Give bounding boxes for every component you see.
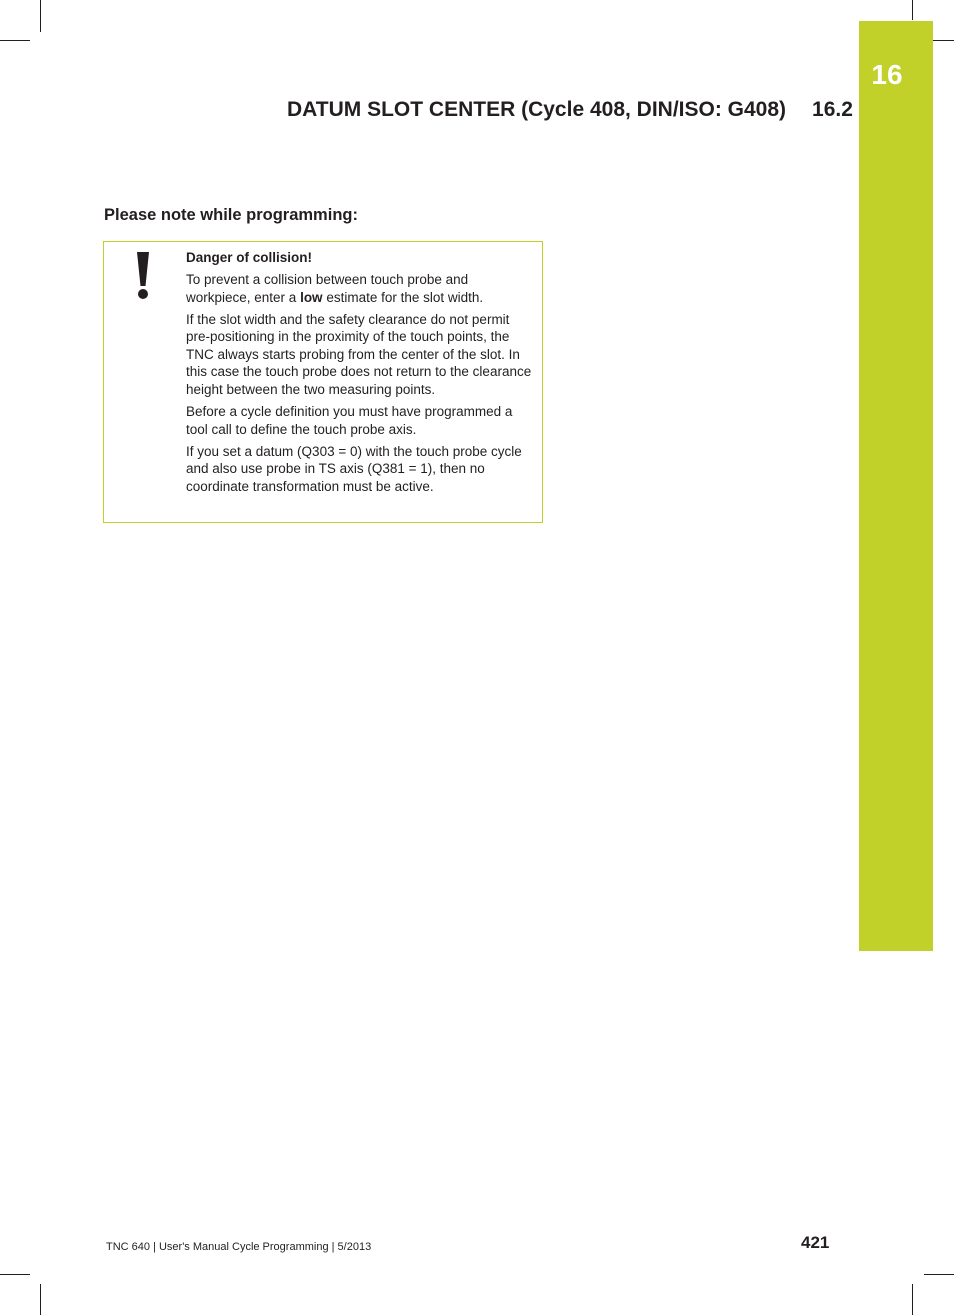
header-title: DATUM SLOT CENTER (Cycle 408, DIN/ISO: G408) (287, 98, 787, 121)
crop-mark (0, 1274, 30, 1275)
crop-mark (0, 40, 30, 41)
footer-text: TNC 640 | User's Manual Cycle Programming | 5/2013 (106, 1241, 372, 1253)
note-paragraph (186, 271, 536, 306)
crop-mark (912, 1284, 913, 1315)
crop-mark (924, 1274, 954, 1275)
note-paragraph: Before a cycle definition you must have programmed a tool call to define the touch probe axis. (186, 403, 513, 437)
note-paragraph: If you set a datum (Q303 = 0) with the touch probe cycle and also use probe in TS axis (Q381 = 1), then no coordinate transformation must be active. (186, 443, 522, 494)
note-text: estimate for the slot width. (322, 289, 484, 305)
note-title: Danger of collision! (186, 250, 313, 265)
exclamation-icon (135, 252, 151, 300)
warning-note-text (186, 249, 536, 500)
chapter-tab (859, 21, 933, 951)
section-subheading: Please note while programming: (104, 206, 358, 224)
note-text: To prevent a collision between touch probe and workpiece, enter a (186, 271, 469, 305)
crop-mark (40, 0, 41, 32)
page-number: 421 (801, 1233, 830, 1252)
note-paragraph: If the slot width and the safety clearance do not permit pre-positioning in the proximity of the touch points, the TNC always starts probing from the center of the slot. In this case the touch probe does not return to the clearance height between the two measuring points. (186, 311, 532, 397)
page-header (287, 98, 853, 122)
header-section-number: 16.2 (812, 98, 853, 121)
note-emphasis: low (300, 289, 323, 305)
chapter-number: 16 (871, 59, 903, 90)
crop-mark (912, 0, 913, 20)
crop-mark (40, 1284, 41, 1315)
crop-mark (933, 40, 954, 41)
